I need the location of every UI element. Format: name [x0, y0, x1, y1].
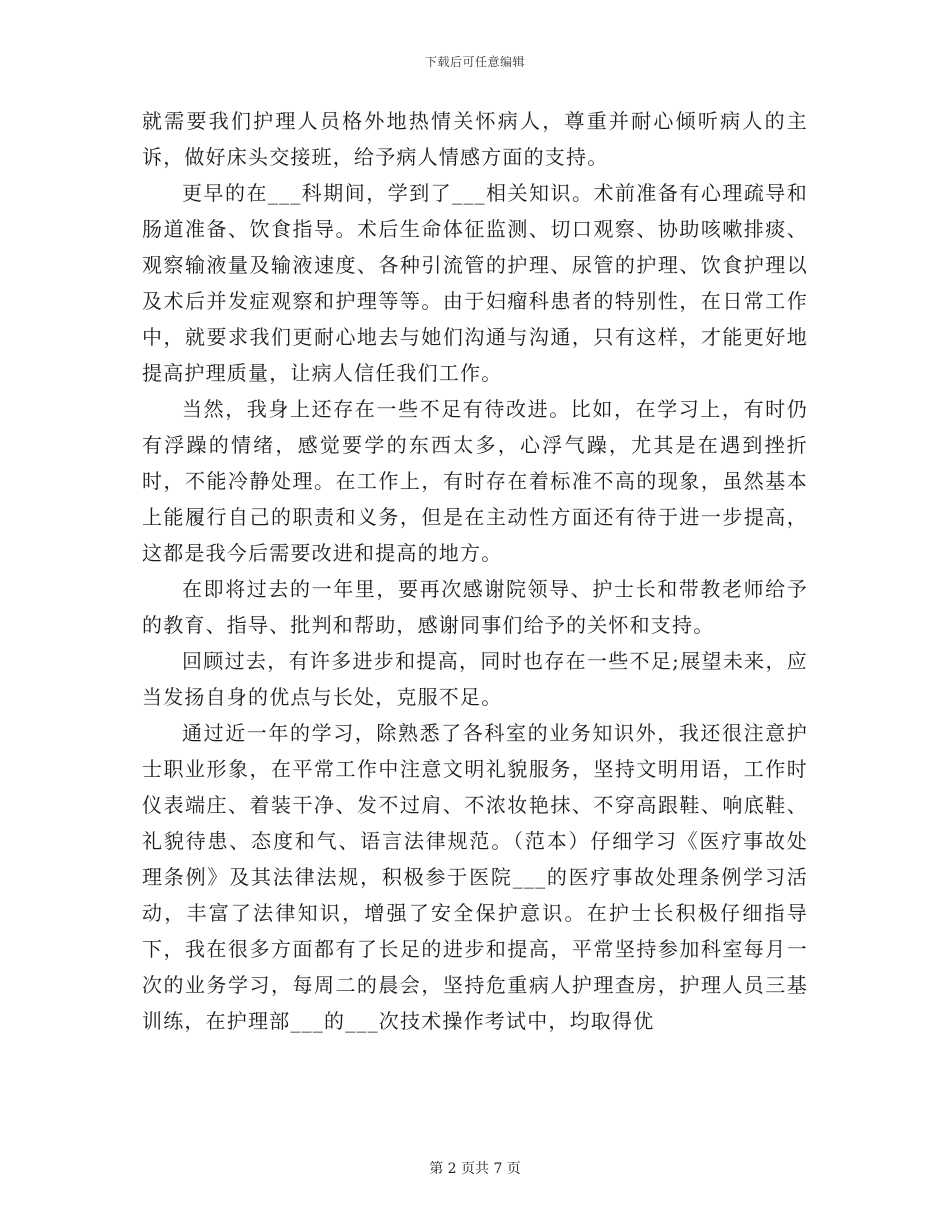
paragraph-gynecology-rotation: 更早的在___科期间，学到了___相关知识。术前准备有心理疏导和肠道准备、饮食指导。术后生命体征监测、切口观察、协助咳嗽排痰、观察输液量及输液速度、各种引流管的护理、尿管的护理、饮食护理以及术后并发症观察和护理等等。由于妇瘤科患者的特别性，在日常工作中，就要求我们更耐心地去与她们沟通与沟通，只有这样，才能更好地提高护理质量，让病人信任我们工作。: [142, 181, 808, 385]
paragraph-continuation: 就需要我们护理人员格外地热情关怀病人，尊重并耐心倾听病人的主诉，做好床头交接班，给予病人情感方面的支持。: [142, 109, 808, 169]
page-number: 第 2 页共 7 页: [429, 1161, 521, 1177]
paragraph-thanks: 在即将过去的一年里，要再次感谢院领导、护士长和带教老师给予的教育、指导、批判和帮助，感谢同事们给予的关怀和支持。: [142, 577, 808, 637]
page-header: 下载后可任意编辑: [424, 55, 525, 69]
paragraph-outlook: 回顾过去，有许多进步和提高，同时也存在一些不足;展望未来，应当发扬自身的优点与长处，克服不足。: [142, 649, 808, 709]
paragraph-professional-image: 通过近一年的学习，除熟悉了各科室的业务知识外，我还很注意护士职业形象，在平常工作中注意文明礼貌服务，坚持文明用语，工作时仪表端庄、着装干净、发不过肩、不浓妆艳抹、不穿高跟鞋、响底鞋、礼貌待患、态度和气、语言法律规范。（范本）仔细学习《医疗事故处理条例》及其法律法规，积极参于医院___的医疗事故处理条例学习活动，丰富了法律知识，增强了安全保护意识。在护士长积极仔细指导下，我在很多方面都有了长足的进步和提高，平常坚持参加科室每月一次的业务学习，每周二的晨会，坚持危重病人护理查房，护理人员三基训练，在护理部___的___次技术操作考试中，均取得优: [142, 721, 808, 1033]
document-body: [142, 103, 808, 1039]
paragraph-shortcomings: 当然，我身上还存在一些不足有待改进。比如，在学习上，有时仍有浮躁的情绪，感觉要学的东西太多，心浮气躁，尤其是在遇到挫折时，不能冷静处理。在工作上，有时存在着标准不高的现象，虽然基本上能履行自己的职责和义务，但是在主动性方面还有待于进一步提高，这都是我今后需要改进和提高的地方。: [142, 397, 808, 565]
